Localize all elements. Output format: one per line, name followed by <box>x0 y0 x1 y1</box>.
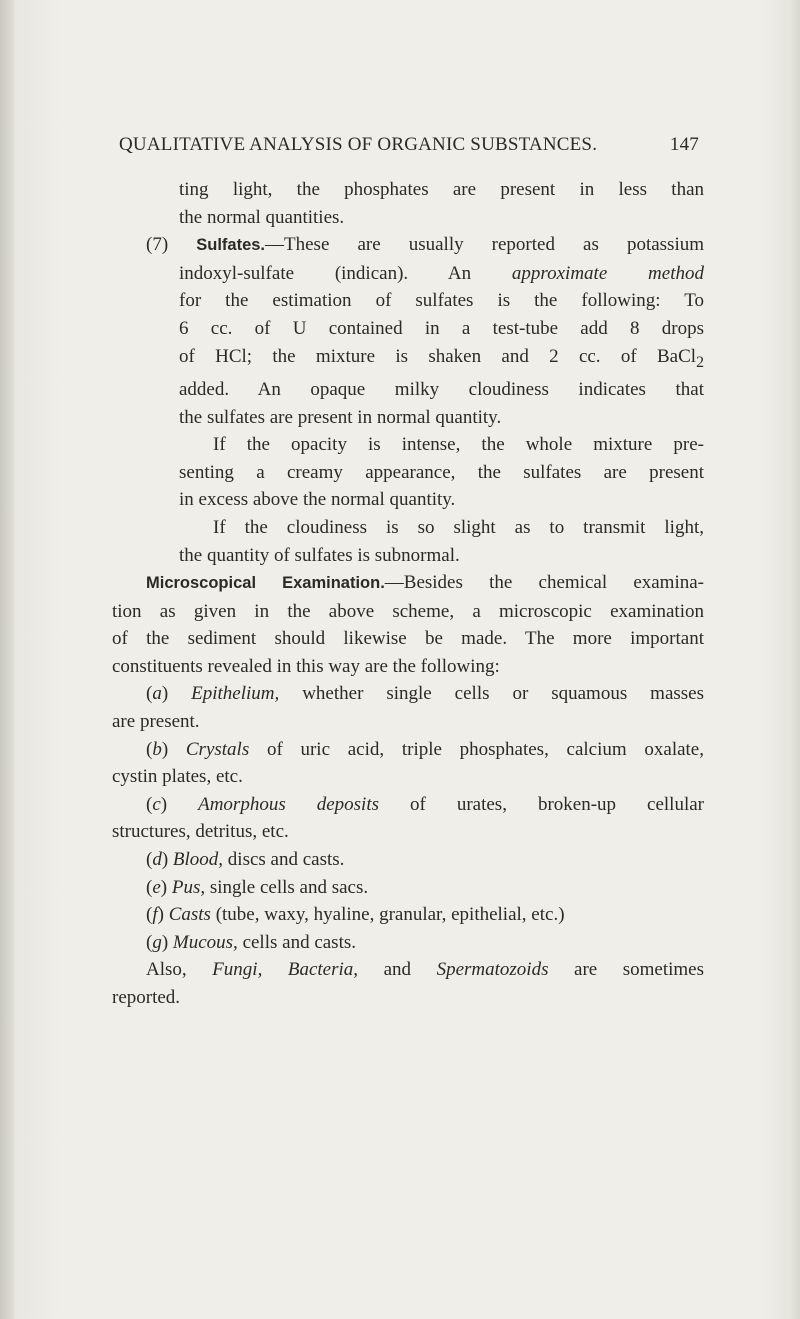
italic-term: Spermatozoids <box>436 959 549 981</box>
text-run: ( <box>146 683 153 705</box>
text-run: reported. <box>112 987 181 1009</box>
text-line <box>112 846 704 874</box>
text-run: whether single cells or squamous masses <box>279 683 704 705</box>
text-line <box>112 680 704 708</box>
body-text <box>112 176 704 1012</box>
text-line <box>112 542 704 570</box>
text-run: ) <box>161 931 173 953</box>
text-run: ) <box>160 793 199 815</box>
text-run: ( <box>146 931 153 953</box>
text-run: the quantity of sulfates is subnormal. <box>179 544 460 566</box>
text-run: ting light, the phosphates are present in less than <box>179 179 704 200</box>
text-run: ) <box>157 904 169 926</box>
text-run: structures, detritus, etc. <box>112 821 289 843</box>
text-line <box>112 874 704 902</box>
text-run: single cells and sacs. <box>205 876 369 898</box>
italic-term: g <box>152 931 162 953</box>
text-run: ( <box>146 876 153 898</box>
text-line <box>112 287 704 315</box>
italic-term: Blood, <box>172 849 224 871</box>
text-run: the sulfates are present in normal quantity. <box>179 406 502 428</box>
text-line <box>112 569 704 598</box>
text-run: ( <box>146 849 153 871</box>
text-run: senting a creamy appearance, the sulfates are present <box>179 461 704 483</box>
page-spine-shadow <box>0 0 14 1319</box>
italic-term: Pus, <box>171 876 206 898</box>
text-line <box>112 736 704 764</box>
text-run: of urates, broken-up cellular <box>379 793 704 815</box>
text-run: ( <box>146 904 153 926</box>
italic-term: Casts <box>168 904 211 926</box>
text-run: discs and casts. <box>223 849 345 871</box>
text-line <box>112 653 704 681</box>
text-run: ( <box>146 738 153 760</box>
italic-term: Crystals <box>185 738 250 760</box>
italic-term: Epithelium, <box>191 683 280 705</box>
text-run: of uric acid, triple phosphates, calcium oxalate, <box>249 738 704 760</box>
text-run: ) <box>161 683 192 705</box>
text-run: (7) <box>146 234 197 256</box>
text-run: tion as given in the above scheme, a microscopic examination <box>112 600 704 622</box>
text-line <box>112 459 704 487</box>
text-run: ) <box>161 738 186 760</box>
text-run: ( <box>146 793 153 815</box>
text-run: If the cloudiness is so slight as to transmit light, <box>213 516 704 538</box>
page-number: 147 <box>669 134 699 155</box>
text-line <box>112 376 704 404</box>
text-line <box>112 625 704 653</box>
text-run: —These are usually reported as potassium <box>265 234 704 256</box>
italic-term: a <box>152 683 162 705</box>
text-line <box>112 984 704 1012</box>
bold-heading: Sulfates. <box>196 236 266 255</box>
text-run: constituents revealed in this way are the following: <box>112 655 500 677</box>
text-run: of HCl; the mixture is shaken and 2 cc. of BaCl <box>179 345 697 367</box>
text-line <box>112 708 704 736</box>
text-run: the normal quantities. <box>179 206 345 228</box>
text-line <box>112 231 704 260</box>
text-run: ) <box>161 849 173 871</box>
text-run: in excess above the normal quantity. <box>179 489 456 511</box>
italic-term: d <box>152 849 162 871</box>
text-line <box>112 956 704 984</box>
text-line <box>112 204 704 232</box>
running-header <box>119 134 699 156</box>
text-line <box>112 176 704 204</box>
text-line <box>112 901 704 929</box>
text-run: 6 cc. of U contained in a test-tube add 8 drops <box>179 317 704 339</box>
text-line <box>112 514 704 542</box>
text-line <box>112 343 704 376</box>
italic-term: b <box>152 738 162 760</box>
text-line <box>112 404 704 432</box>
italic-term: f <box>152 904 158 926</box>
text-line <box>112 598 704 626</box>
text-run: for the estimation of sulfates is the following: To <box>179 290 704 312</box>
running-title: QUALITATIVE ANALYSIS OF ORGANIC SUBSTANCES. <box>119 134 598 155</box>
text-run: are sometimes <box>548 959 705 981</box>
text-run: Also, <box>146 959 213 981</box>
italic-term: Amorphous deposits <box>198 793 379 815</box>
italic-term: c <box>152 793 161 815</box>
text-line <box>112 818 704 846</box>
subscript: 2 <box>696 353 704 371</box>
text-line <box>112 315 704 343</box>
italic-term: Mucous, <box>172 931 238 953</box>
text-line <box>112 929 704 957</box>
text-line <box>112 260 704 288</box>
italic-term: approximate method <box>511 262 704 284</box>
text-run: cystin plates, etc. <box>112 766 243 788</box>
text-run: added. An opaque milky cloudiness indicates that <box>179 378 704 400</box>
text-run: cells and casts. <box>237 931 356 953</box>
text-run: —Besides the chemical examina- <box>384 572 704 594</box>
text-run: are present. <box>112 711 200 733</box>
italic-term: e <box>152 876 161 898</box>
text-run: and <box>358 959 437 981</box>
bold-heading: Microscopical Examination. <box>146 574 385 593</box>
text-line <box>112 791 704 819</box>
text-run: If the opacity is intense, the whole mixture pre- <box>213 434 704 456</box>
text-line <box>112 431 704 459</box>
text-run: (tube, waxy, hyaline, granular, epithelial, etc.) <box>210 904 565 926</box>
text-run: ) <box>160 876 172 898</box>
text-run: of the sediment should likewise be made. The more important <box>112 628 704 650</box>
italic-term: Fungi, Bacteria, <box>212 959 359 981</box>
text-line <box>112 486 704 514</box>
text-line <box>112 763 704 791</box>
text-run: indoxyl-sulfate (indican). An <box>179 262 512 284</box>
